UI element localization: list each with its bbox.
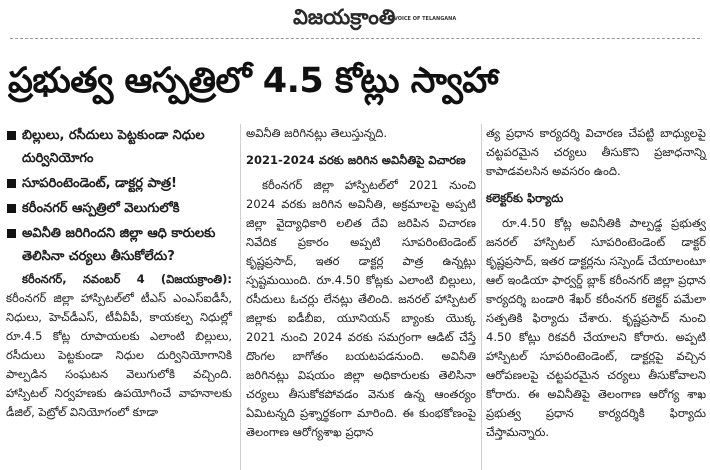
highlight-text: బిల్లులు, రసీదులు పెట్టకుండా నిధుల దుర్వినియోగం [22,128,205,166]
highlight-text: సూపరింటెండెంట్, డాక్టర్ల పాత్ర! [22,176,177,191]
section-subhead: కలెక్టర్‌కు ఫిర్యాదు [486,191,564,205]
article-paragraph: అవినీతి జరిగినట్లు తెలుస్తున్నది. [246,126,388,140]
newspaper-logo: విజయక్రాంతి [293,4,396,29]
column-2 [246,124,476,442]
square-bullet-icon [7,204,16,213]
highlight-item [6,197,232,220]
article-paragraph: రూ.4.50 కోట్ల అవినీతికి పాల్పడ్డ ప్రభుత్వ జనరల్ హాస్పిటల్ సూపరింటెండెంట్ డాక్టర్ కృష్ణప్రసాద్, ఇతర డాక్టర్లను సస్పెండ్ చేయాలంటూ ఆల్ ఇండియా ఫార్వర్డ్ బ్లాక్ కరీంనగర్ జిల్లా ప్రధాన కార్యదర్శి బండారి శేఖర్ కరీంనగర్ కలెక్టర్ పమేలా సత్పతికి ఫిర్యాదు చేశారు. కృష్ణప్రసాద్ నుంచి 4.50 కోట్లు రికవరీ చేయాలని కోరారు. అప్పటి హాస్పిటల్ సూపరింటెండెంట్, డాక్టర్లపై వచ్చిన ఆరోపణలపై చట్టపరమైన చర్యలు తీసుకోవాలని కోరారు. ఈ అవినీతిపై తెలంగాణ ఆరోగ్య శాఖ ప్రభుత్వ ప్రధాన కార్యదర్శికి ఫిర్యాదు చేస్తామన్నారు. [486,216,706,439]
masthead-divider [10,38,700,40]
article-paragraph: కరీంనగర్ జిల్లా హాస్పిటల్‌లో 2021 నుంచి 2024 వరకు జరిగిన అవినీతి, అక్రమాలపై అప్పటి జిల్లా వైద్యాధికారి లలిత దేవి జరిపిన విచారణ నివేదిక ప్రకారం అప్పటి సూపరింటెండెంట్ కృష్ణప్రసాద్, ఇతర డాక్టర్ల పాత్ర ఉన్నట్లు స్పష్టమయింది. రూ.4.50 కోట్లకు ఎలాంటి బిల్లులు, రసీదులు ఓచర్లు లేనట్లు తేలింది. జనరల్ హాస్పిటల్ జిల్లాకు ఐడీబీఐ, యూనియన్ బ్యాంకు యొక్క 2021 నుంచి 2024 వరకు సమగ్రంగా ఆడిట్ చేస్తే దొంగల బాగోతం బయటపడనుంది. అవినీతి జరిగినట్లు విషయం జిల్లా అధికారులకు తెలిసినా చర్యలు తీసుకోకపోవడం వెనుక ఉన్న ఆంతర్యం ఏమిటన్నది ప్రశ్నార్థకంగా మారింది. ఈ కుంభకోణంపై తెలంగాణ ఆరోగ్యశాఖ ప్రధాన [246,178,476,439]
column-1 [6,124,232,422]
square-bullet-icon [7,229,16,238]
square-bullet-icon [7,131,16,140]
highlight-text: అవినీతి జరిగిందని జిల్లా ఆధి కారులకు తెలిసినా చర్యలు తీసుకోలేదు? [22,226,216,264]
column-divider [481,124,482,470]
highlight-item [6,124,232,170]
square-bullet-icon [7,179,16,188]
dateline: కరీంనగర్, నవంబర్ 4 (విజయక్రాంతి): [22,272,232,286]
masthead [0,0,710,38]
highlight-item [6,222,232,268]
highlight-item [6,172,232,195]
article-headline: ప్రభుత్వ ఆస్పత్రిలో 4.5 కోట్లు స్వాహా [8,61,498,101]
column-divider [240,124,241,470]
paragraph-text: కరీంనగర్ జిల్లా హాస్పిటల్‌లో టీఎస్ ఎంఎస్ఐడీసీ, నిధులు, హెచ్‌డీఎస్, టీవీవీపీ, కాయకల్ప నిధుల్లో రూ.4.5 కోట్ల రూపాయలకు ఎలాంటి బిల్లులు, రసీదులు పెట్టకుండా నిధుల దుర్వినియోగానికి పాల్పడిన సంఘటన వెలుగులోకి వచ్చింది. హాస్పిటల్ నిర్వహణకు ఉపయోగించే వాహనాలకు డీజిల్, పెట్రోల్ వినియోగంలో కూడా [6,291,232,419]
highlight-text: కరీంనగర్ ఆస్పత్రిలో వెలుగులోకి [22,201,180,216]
newspaper-tagline: VOICE OF TELANGANA [394,16,457,22]
column-3 [486,124,706,442]
article-paragraph [6,270,232,422]
article-paragraph: త్య ప్రధాన కార్యదర్శి విచారణ చేపట్టి బాధ్యులపై చట్టపరమైన చర్యలు తీసుకొని ప్రజాధనాన్ని కాపాడవలసిన అవసరం ఉంది. [486,126,706,178]
section-subhead: 2021-2024 వరకు జరిగిన అవినీతిపై విచారణ [246,153,466,167]
